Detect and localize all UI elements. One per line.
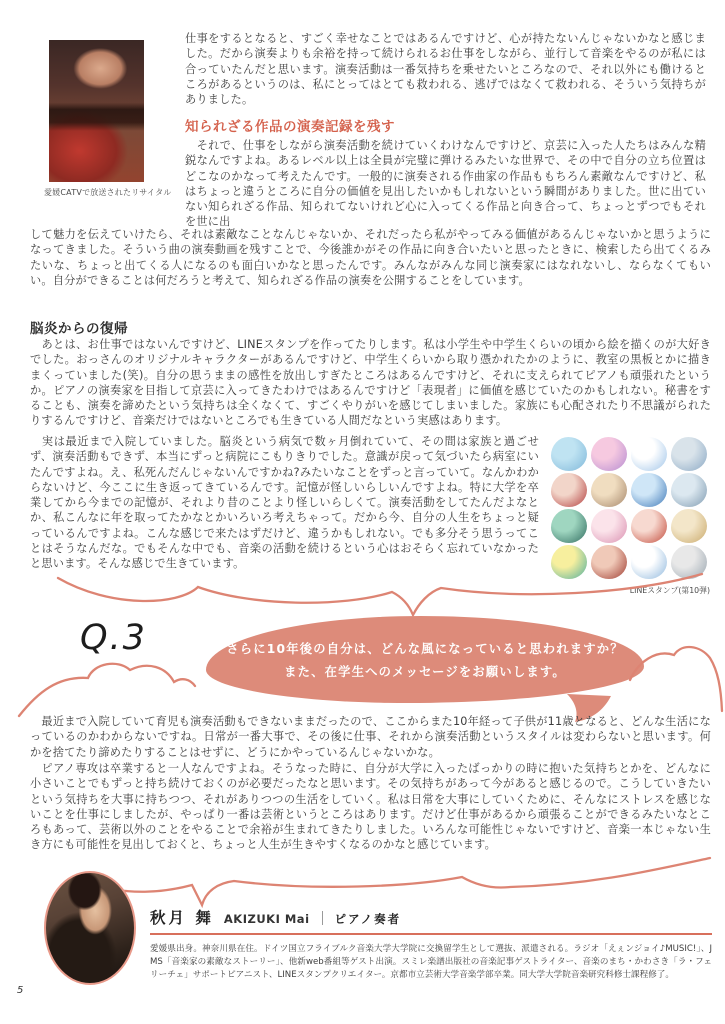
line-stamp [671, 509, 707, 543]
answer-paragraph-1: 最近まで入院していて育児も演奏活動もできないままだったので、ここからまた10年経って子供が11歳となると、どんな生活になっているのかわからないですね。日常が一番大事で、その後に仕事、それから演奏活動というスタイルは変わらないと思います。何かを捨てたり諦めたりすることはせずに、どうにかやっているんじゃないかな。 [30, 715, 711, 759]
cloud-swoosh-left [16, 648, 198, 720]
profile-photo [44, 871, 136, 985]
line-stamp [591, 509, 627, 543]
cloud-swoosh-right [628, 636, 724, 714]
artist-role: ピアノ奏者 [334, 912, 402, 926]
line-stamp [631, 437, 667, 471]
line-stamp [631, 473, 667, 507]
answer-paragraph-2: ピアノ専攻は卒業すると一人なんですよね。そうなった時に、自分が大学に入ったばっかりの時に抱いた気持ちとかを、どんなに小さいことでもずっと持ち続けておくのが必要だったなと思います。その気持ちがあって今があると感じるので。こうしていきたいという気持ちを大事に持ちつつ、それがありつつの生活をしていく。私は日常を大事にしていくために、そんなにストレスを感じないことを仕事にしましたが、やっぱり一番は芸術というところはあります。だけど仕事があるから頑張ることができるみたいなところもあって、芸術以外のことをやることで余裕が生まれてきたりしました。いろんな可能性じゃないですけど、音楽一本じゃない生き方にも可能性を見出しておくと、ちょっと人生が生きやすくなるのかなと感じています。 [30, 762, 711, 852]
q3-label: Q.3 [80, 618, 147, 658]
line-stamp [591, 437, 627, 471]
line-stamp [551, 437, 587, 471]
name-divider [322, 911, 323, 925]
page-number: 5 [17, 985, 24, 996]
line-stamp [591, 473, 627, 507]
line-stamp-caption: LINEスタンプ(第10弾) [629, 586, 710, 595]
recital-photo [49, 40, 144, 182]
line-stamp [671, 473, 707, 507]
artist-name-row [150, 906, 712, 930]
line-stamp [551, 473, 587, 507]
section-heading-unknown-works: 知られざる作品の演奏記録を残す [185, 119, 395, 135]
artist-name-en: AKIZUKI Mai [223, 912, 310, 926]
section-heading-recovery: 脳炎からの復帰 [30, 321, 128, 337]
brace-swoosh-decoration [50, 570, 710, 622]
section2-paragraph-1: あとは、お仕事ではないんですけど、LINEスタンプを作ってたりします。私は小学生や中学生くらいの頃から絵を描くのが大好きでした。おっさんのオリジナルキャラクターがあるんですけど、中学生くらいから取り憑かれたかのように、教室の黒板とかに描きまくっていました(笑)。自分の思うままの感性を放出しすぎたところはあるんですけど、それに支えられてピアノも頑張れたというか。ピアノの演奏家を目指して京芸に入ってきたわけではあるんですけど「表現者」に価値を感じていたのかもしれない。秘書をすることも、演奏を諦めたという気持ちは全くなくて、すごくやりがいを感じてしまいました。家族にも心配されたり不思議がられたりするんですけど、音楽だけではないところでも生きている人間だなという実感はあります。 [30, 338, 711, 428]
section1-paragraph-column: それで、仕事をしながら演奏活動を続けていくわけなんですけど、京芸に入った人たちはみんな精鋭なんですよね。あるレベル以上は全員が完璧に弾けるみたいな世界で、その中で自分の立ち位置はどこなのかなって考えたんです。一般的に演奏される作曲家の作品ももちろん素敵なんですけど、私はちょっと違うところに自分の価値を見出したいかもしれないという瞬間がありました。世に出ていない知られざる作品、知られてないけれど心に入ってくる作品と向き合って、ちょっとずつでもそれを世に出 [185, 139, 706, 229]
section1-paragraph-full: して魅力を伝えていけたら、それは素敵なことなんじゃないか、それだったら私がやってみる価値があるんじゃないかと思うようになってきました。そういう曲の演奏動画を残すことで、今後誰かがその作品に向き合いたいと思ったときに、検索したら出てくるみたいな、ちょっと出てくる人になるのも面白いかなと思ったんです。みんながみんな同じ演奏家にはなれないし、ならなくてもいい。自分ができることは何だろうと考えて、知られざる作品の演奏を公開することをしています。 [30, 228, 711, 287]
question-line-1: さらに10年後の自分は、どんな風になっていると思われますか？ [226, 642, 624, 656]
recital-photo-caption: 愛媛CATVで放送されたリサイタル [44, 188, 172, 197]
profile-divider-line [150, 933, 712, 935]
section2-paragraph-2: 実は最近まで入院していました。脳炎という病気で数ヶ月倒れていて、その間は家族と過ごせず、演奏活動もできず、本当にずっと病院にこもりきりでした。意識が戻って気づいたら病室にいたんですよね。え、私死んだんじゃないんですかね?みたいなことをずっと言っていて。なんかわからないけど、今ここに生き返ってきているんです。記憶が怪しいらしいんですよね。特に大学を卒業してから今までの記憶が、それより昔のことより怪しいらしくて。演奏活動をしてたんだよなとか、私こんなに年を取ってたかなとかいろいろ考えちゃって。だから今、自分の人生をちょっと疑っているんですよね。こんな感じで来たはずだけど、違うかもしれない。でも多分そう思うってことはそうなんだな。でもそんな中でも、音楽の活動を続けるという心はおそらく忘れていなかったと思います。そんな感じで生きています。 [30, 435, 539, 571]
line-stamp [671, 437, 707, 471]
question-bubble [206, 616, 644, 703]
question-line-2: また、在学生へのメッセージをお願いします。 [284, 665, 566, 679]
intro-paragraph: 仕事をするとなると、すごく幸せなことではあるんですけど、心が持たないんじゃないかなと感じました。だから演奏よりも余裕を持って続けられるお仕事をしながら、並行して音楽をやるのが私には合っていたんだと思います。演奏活動は一番気持ちを乗せたいところなので、それ以外にも働けるところがあるというのは、私にとってはとても救われる、逃げではなくて救われる、そういう気持ちがありました。 [185, 32, 706, 107]
line-stamp-grid [551, 437, 711, 581]
wave-swoosh-decoration [88, 855, 714, 910]
artist-name-ja: 秋月 舞 [150, 909, 214, 927]
artist-bio: 愛媛県出身。神奈川県在住。ドイツ国立フライブルク音楽大学大学院に交換留学生として選抜、派遣される。ラジオ「えぇンジョイ♪MUSIC!」、JMS「音楽家の素敵なストーリー」、他新web番組等ゲスト出演。スミレ楽譜出版社の音楽記事ゲストライター、音楽のまち・かわさき「ラ・フェリーチェ」サポートピアニスト、LINEスタンプクリエイター。京都市立芸術大学音楽学部卒業。同大学大学院音楽研究科修士課程修了。 [150, 944, 712, 981]
line-stamp [551, 509, 587, 543]
line-stamp [631, 509, 667, 543]
